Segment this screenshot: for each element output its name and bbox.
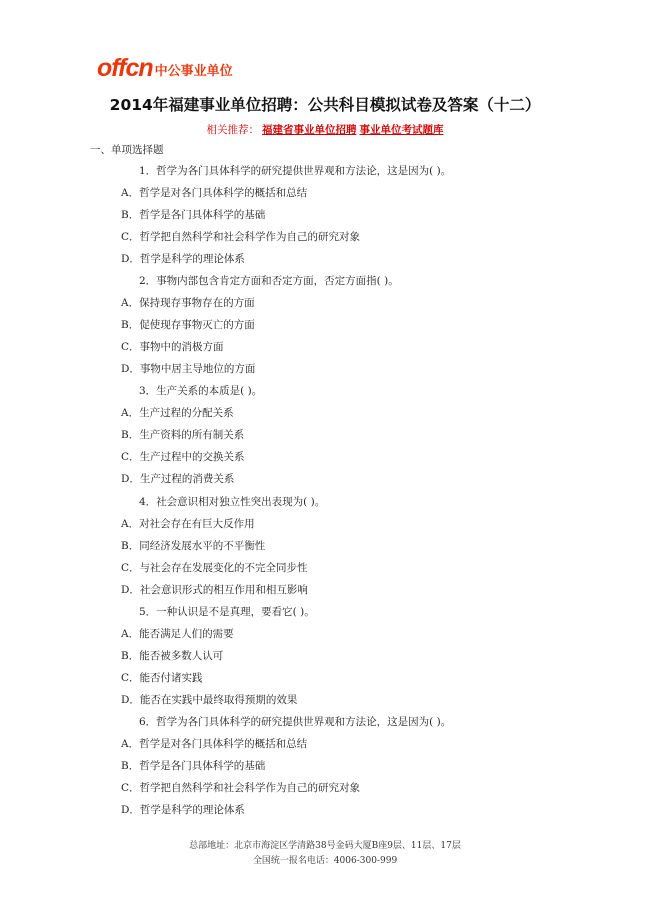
option-5b: B．能否被多数人认可 xyxy=(121,650,224,662)
option-5a: A．能否满足人们的需要 xyxy=(121,628,234,640)
option-4b: B．同经济发展水平的不平衡性 xyxy=(121,540,266,552)
link-fujian-recruitment[interactable]: 福建省事业单位招聘 xyxy=(262,124,357,136)
option-2b: B．促使现存事物灭亡的方面 xyxy=(121,319,255,331)
footer-address: 总部地址：北京市海淀区学清路38号金码大厦B座9层、11层、17层 xyxy=(189,841,461,851)
option-2d: D．事物中居主导地位的方面 xyxy=(121,363,256,375)
question-1: 1．哲学为各门具体科学的研究提供世界观和方法论，这是因为( )。 xyxy=(139,165,452,177)
option-6d: D．哲学是科学的理论体系 xyxy=(121,804,245,816)
option-6c: C．哲学把自然科学和社会科学作为自己的研究对象 xyxy=(121,782,361,794)
recommend-prefix: 相关推荐： xyxy=(206,124,259,136)
page-title: 2014年福建事业单位招聘：公共科目模拟试卷及答案（十二） xyxy=(109,96,541,114)
option-4d: D．社会意识形式的相互作用和相互影响 xyxy=(121,584,308,596)
question-3: 3．生产关系的本质是( )。 xyxy=(139,385,263,397)
logo-text: 中公事业单位 xyxy=(154,64,233,79)
option-3b: B．生产资料的所有制关系 xyxy=(121,429,245,441)
option-1c: C．哲学把自然科学和社会科学作为自己的研究对象 xyxy=(121,231,361,243)
option-1b: B．哲学是各门具体科学的基础 xyxy=(121,209,266,221)
option-6a: A．哲学是对各门具体科学的概括和总结 xyxy=(121,738,308,750)
option-1a: A．哲学是对各门具体科学的概括和总结 xyxy=(121,187,308,199)
section-title: 一、单项选择题 xyxy=(90,144,164,156)
question-4: 4．社会意识相对独立性突出表现为( )。 xyxy=(139,496,326,508)
footer-hotline: 全国统一报名电话：4006-300-999 xyxy=(252,856,398,866)
question-5: 5．一种认识是不是真理，要看它( )。 xyxy=(139,606,315,618)
option-4c: C．与社会存在发展变化的不完全同步性 xyxy=(121,562,308,574)
option-2a: A．保持现存事物存在的方面 xyxy=(121,297,255,309)
option-2c: C．事物中的消极方面 xyxy=(121,341,224,353)
option-3a: A．生产过程的分配关系 xyxy=(121,407,234,419)
option-3d: D．生产过程的消费关系 xyxy=(121,473,235,485)
logo-mark: offcn xyxy=(97,54,153,82)
option-5c: C．能否付诸实践 xyxy=(121,672,203,684)
link-question-bank[interactable]: 事业单位考试题库 xyxy=(359,124,444,136)
option-1d: D．哲学是科学的理论体系 xyxy=(121,253,245,265)
option-5d: D．能否在实践中最终取得预期的效果 xyxy=(121,694,298,706)
question-2: 2．事物内部包含肯定方面和否定方面，否定方面指( )。 xyxy=(139,275,399,287)
related-recommend xyxy=(0,122,650,137)
question-6: 6．哲学为各门具体科学的研究提供世界观和方法论，这是因为( )。 xyxy=(139,716,452,728)
option-3c: C．生产过程中的交换关系 xyxy=(121,451,245,463)
option-6b: B．哲学是各门具体科学的基础 xyxy=(121,760,266,772)
offcn-logo xyxy=(97,56,233,81)
option-4a: A．对社会存在有巨大反作用 xyxy=(121,518,255,530)
